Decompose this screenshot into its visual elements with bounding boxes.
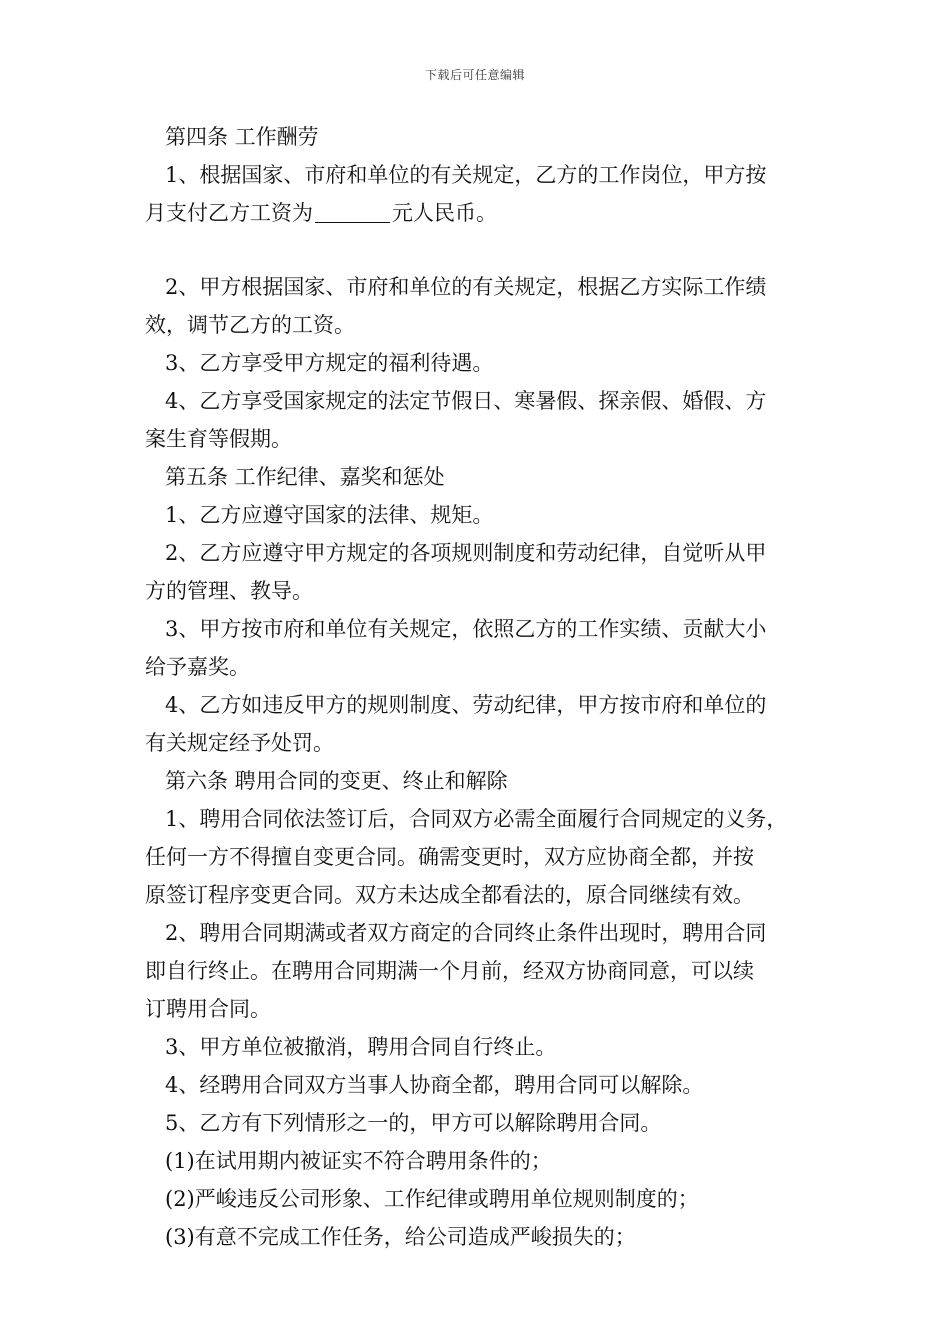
article-6-para-3: 3、甲方单位被撤消，聘用合同自行终止。 — [165, 1035, 557, 1059]
article-6-title: 第六条 聘用合同的变更、终止和解除 — [165, 769, 508, 793]
article-4-para-1-line-1: 1、根据国家、市府和单位的有关规定，乙方的工作岗位，甲方按 — [165, 163, 767, 187]
article-4-para-4-line-1: 4、乙方享受国家规定的法定节假日、寒暑假、探亲假、婚假、方 — [165, 389, 767, 413]
salary-text-before: 月支付乙方工资为 — [145, 201, 313, 225]
article-4-title: 第四条 工作酬劳 — [165, 125, 319, 149]
article-6-para-1-line-3: 原签订程序变更合同。双方未达成全都看法的，原合同继续有效。 — [145, 883, 754, 907]
article-6-para-5-item-1: (1)在试用期内被证实不符合聘用条件的； — [165, 1149, 552, 1173]
article-6-para-4: 4、经聘用合同双方当事人协商全都，聘用合同可以解除。 — [165, 1073, 704, 1097]
article-4-para-3: 3、乙方享受甲方规定的福利待遇。 — [165, 351, 494, 375]
article-6-para-2-line-3: 订聘用合同。 — [145, 997, 271, 1021]
article-4-para-2-line-2: 效，调节乙方的工资。 — [145, 313, 355, 337]
article-6-para-1-line-1: 1、聘用合同依法签订后，合同双方必需全面履行合同规定的义务， — [165, 807, 788, 831]
article-6-para-2-line-2: 即自行终止。在聘用合同期满一个月前，经双方协商同意，可以续 — [145, 959, 754, 983]
article-5-para-4-line-2: 有关规定经予处罚。 — [145, 731, 334, 755]
page-header: 下载后可任意编辑 — [424, 68, 525, 82]
article-4-para-1-line-2 — [145, 194, 813, 232]
article-4-para-4-line-2: 案生育等假期。 — [145, 427, 292, 451]
paragraph-gap — [145, 232, 813, 268]
article-5-para-4-line-1: 4、乙方如违反甲方的规则制度、劳动纪律，甲方按市府和单位的 — [165, 693, 767, 717]
article-5-para-2-line-2: 方的管理、教导。 — [145, 579, 313, 603]
salary-text-after: 元人民币。 — [392, 201, 497, 225]
article-6-para-1-line-2: 任何一方不得擅自变更合同。确需变更时，双方应协商全都，并按 — [145, 845, 754, 869]
article-4-para-2-line-1: 2、甲方根据国家、市府和单位的有关规定，根据乙方实际工作绩 — [165, 275, 767, 299]
article-5-para-3-line-2: 给予嘉奖。 — [145, 655, 250, 679]
document-body — [145, 118, 813, 1256]
salary-blank-field — [315, 200, 390, 223]
article-6-para-5: 5、乙方有下列情形之一的，甲方可以解除聘用合同。 — [165, 1111, 662, 1135]
article-5-para-1: 1、乙方应遵守国家的法律、规矩。 — [165, 503, 494, 527]
article-6-para-2-line-1: 2、聘用合同期满或者双方商定的合同终止条件出现时，聘用合同 — [165, 921, 767, 945]
article-6-para-5-item-3: (3)有意不完成工作任务，给公司造成严峻损失的； — [165, 1225, 636, 1249]
article-5-para-3-line-1: 3、甲方按市府和单位有关规定，依照乙方的工作实绩、贡献大小 — [165, 617, 767, 641]
article-5-title: 第五条 工作纪律、嘉奖和惩处 — [165, 465, 445, 489]
article-5-para-2-line-1: 2、乙方应遵守甲方规定的各项规则制度和劳动纪律，自觉听从甲 — [165, 541, 767, 565]
article-6-para-5-item-2: (2)严峻违反公司形象、工作纪律或聘用单位规则制度的； — [165, 1187, 699, 1211]
